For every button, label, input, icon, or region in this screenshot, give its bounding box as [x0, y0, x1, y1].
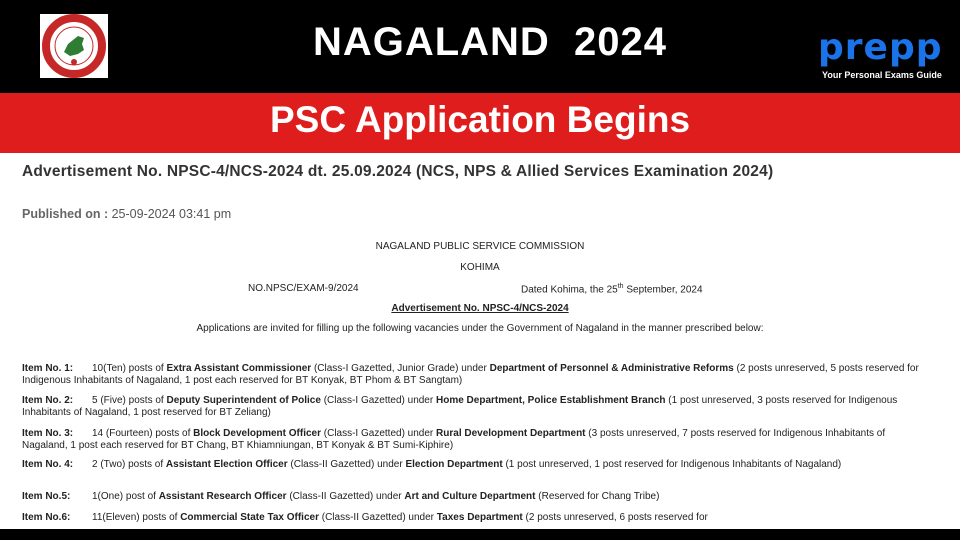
published-label: Published on :: [22, 207, 109, 221]
prepp-brand[interactable]: [818, 27, 948, 80]
document-screenshot: [0, 153, 960, 529]
banner-title: PSC Application Begins: [269, 99, 691, 140]
document-title: Advertisement No. NPSC-4/NCS-2024 dt. 25.09.2024 (NCS, NPS & Allied Services Examination 2024): [22, 163, 774, 180]
brand-tagline: Your Personal Exams Guide: [822, 70, 942, 80]
org-city: KOHIMA: [460, 262, 500, 273]
org-name: NAGALAND PUBLIC SERVICE COMMISSION: [375, 241, 585, 252]
vacancy-item: Item No. 4: 2 (Two) posts of Assistant Election Officer (Class-II Gazetted) under Election Department (1 post unreserved, 1 post reserved for Indigenous Inhabitants of Nagaland): [22, 459, 842, 470]
vacancy-item: Item No.6: 11(Eleven) posts of Commercial State Tax Officer (Class-II Gazetted) under Taxes Department (2 posts unreserved, 6 posts reserved for: [22, 512, 708, 523]
header: [0, 0, 960, 92]
published-value: 25-09-2024 03:41 pm: [111, 207, 232, 221]
vacancy-item: Item No. 3: 14 (Fourteen) posts of Block Development Officer (Class-I Gazetted) under Rural Development Department (3 posts unreserved, 7 posts reserved for Indigenous Inhabitants of Nagaland, 1 post each reserved for BT Chang, BT Khiamniungan, BT Konyak & BT Sumi-Kiphire): [22, 428, 886, 451]
vacancy-item: Item No.5: 1(One) post of Assistant Research Officer (Class-II Gazetted) under Art and Culture Department (Reserved for Chang Tribe): [22, 491, 660, 502]
banner: [0, 93, 960, 153]
published-line: [22, 207, 231, 221]
vacancy-item: Item No. 2: 5 (Five) posts of Deputy Superintendent of Police (Class-I Gazetted) under Home Department, Police Establishment Branch (1 post unreserved, 3 posts reserved for Indigenous Inhabitants of Nagaland, 1 post reserved for BT Zeliang): [22, 395, 898, 418]
npsc-logo: [40, 14, 108, 78]
reference-date: Dated Kohima, the 25th September, 2024: [521, 283, 703, 296]
header-title: NAGALAND 2024: [312, 20, 668, 64]
intro-text: Applications are invited for filling up the following vacancies under the Government of Nagaland in the manner prescribed below:: [196, 323, 764, 334]
advertisement-heading: Advertisement No. NPSC-4/NCS-2024: [391, 303, 569, 314]
vacancy-item: Item No. 1: 10(Ten) posts of Extra Assistant Commissioner (Class-I Gazetted, Junior Grade) under Department of Personnel & Administrative Reforms (2 posts unreserved, 5 posts reserved for Indigenous Inhabitants of Nagaland, 1 post each reserved for BT Konyak, BT Phom & BT Sangtam): [22, 363, 919, 386]
reference-number: NO.NPSC/EXAM-9/2024: [248, 283, 359, 294]
brand-logo-text: prepp: [818, 27, 943, 68]
